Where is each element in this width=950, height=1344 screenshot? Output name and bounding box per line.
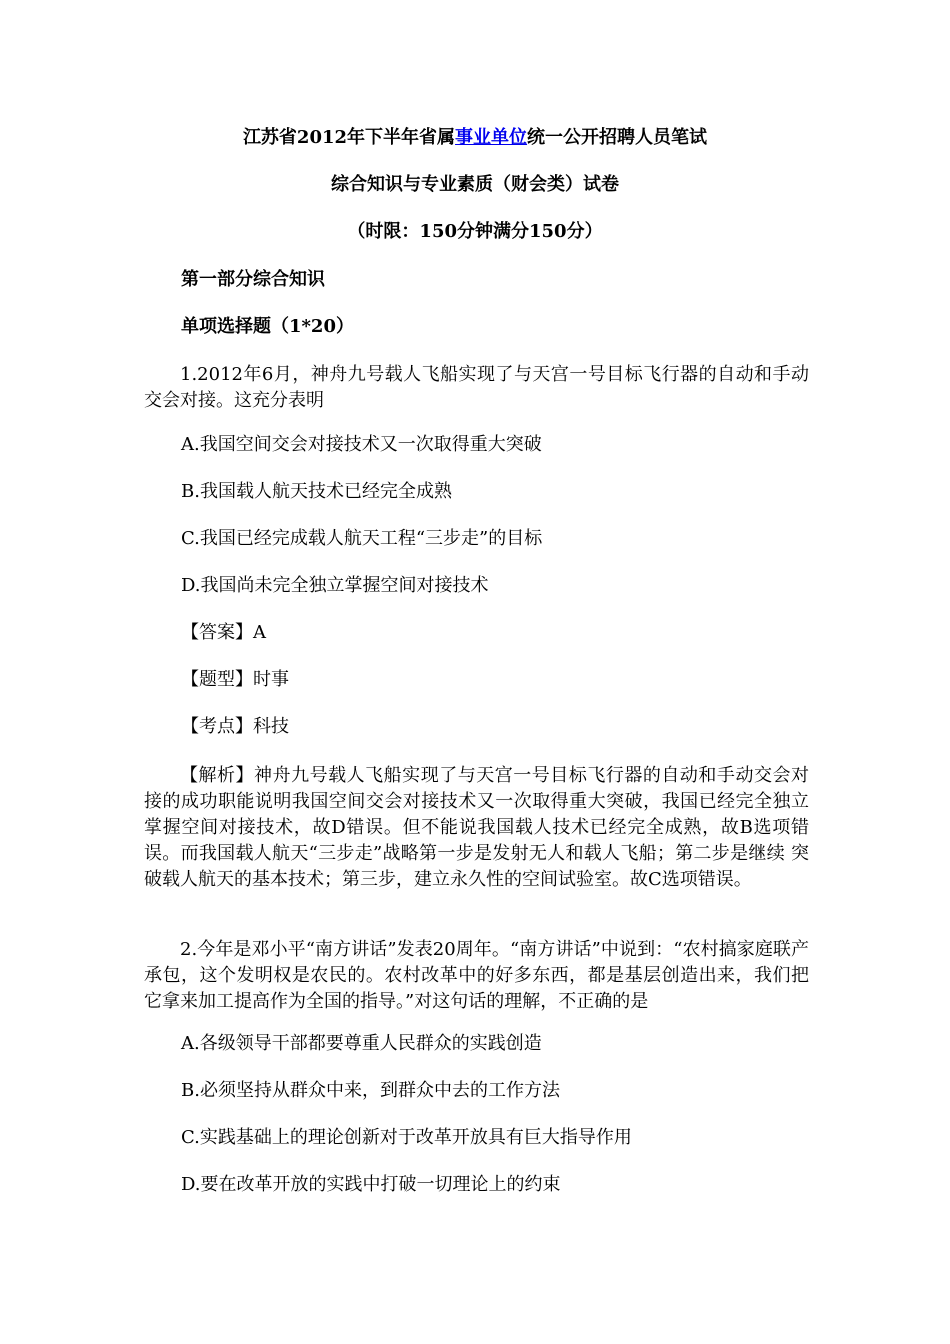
question-2-option-d: D.要在改革开放的实践中打破一切理论上的约束: [181, 1174, 561, 1195]
question-1-option-c: C.我国已经完成载人航天工程“三步走”的目标: [181, 528, 543, 549]
question-2-option-a: A.各级领导干部都要尊重人民群众的实践创造: [181, 1033, 542, 1054]
section-part-heading: 第一部分综合知识: [181, 269, 325, 290]
doc-title-line2: 综合知识与专业素质（财会类）试卷: [331, 174, 619, 195]
doc-title-line3: （时限：150分钟满分150分）: [347, 221, 603, 242]
question-1-answer: 【答案】A: [181, 622, 266, 643]
title-text-start: 江苏省2012年下半年省属: [242, 127, 456, 148]
question-1-type: 【题型】时事: [181, 669, 289, 690]
question-1-option-a: A.我国空间交会对接技术又一次取得重大突破: [181, 434, 542, 455]
question-2-option-b: B.必须坚持从群众中来，到群众中去的工作方法: [181, 1080, 560, 1101]
question-2-option-c: C.实践基础上的理论创新对于改革开放具有巨大指导作用: [181, 1127, 632, 1148]
doc-title-line1: [0, 126, 950, 150]
question-1-analysis: 【解析】神舟九号载人飞船实现了与天宫一号目标飞行器的自动和手动交会对接的成功职能说明我国空间交会对接技术又一次取得重大突破，我国已经完全独立 掌握空间对接技术，故D错误。但不能说我国载人技术已经完全成熟，故B选项错误。而我国载人航天“三步走”战略第一步是发射无人和载人飞船；第二步是继续 突破载人航天的基本技术；第三步，建立永久性的空间试验室。故C选项错误。: [144, 765, 809, 890]
question-1-option-b: B.我国载人航天技术已经完全成熟: [181, 481, 452, 502]
title-text-end: 统一公开招聘人员笔试: [527, 127, 708, 148]
question-type-heading: 单项选择题（1*20）: [181, 316, 354, 337]
question-1-option-d: D.我国尚未完全独立掌握空间对接技术: [181, 575, 489, 596]
question-1-point: 【考点】科技: [181, 716, 289, 737]
question-2-stem: 2.今年是邓小平“南方讲话”发表20周年。“南方讲话”中说到：“农村搞家庭联产承包，这个发明权是农民的。农村改革中的好多东西，都是基层创造出来，我们把它拿来加工提高作为全国的指导。”对这句话的理解，不正确的是: [144, 939, 809, 1012]
question-1-stem: 1.2012年6月，神舟九号载人飞船实现了与天宫一号目标飞行器的自动和手动交会对接。这充分表明: [144, 364, 809, 411]
public-institution-link[interactable]: 事业单位: [455, 127, 528, 148]
